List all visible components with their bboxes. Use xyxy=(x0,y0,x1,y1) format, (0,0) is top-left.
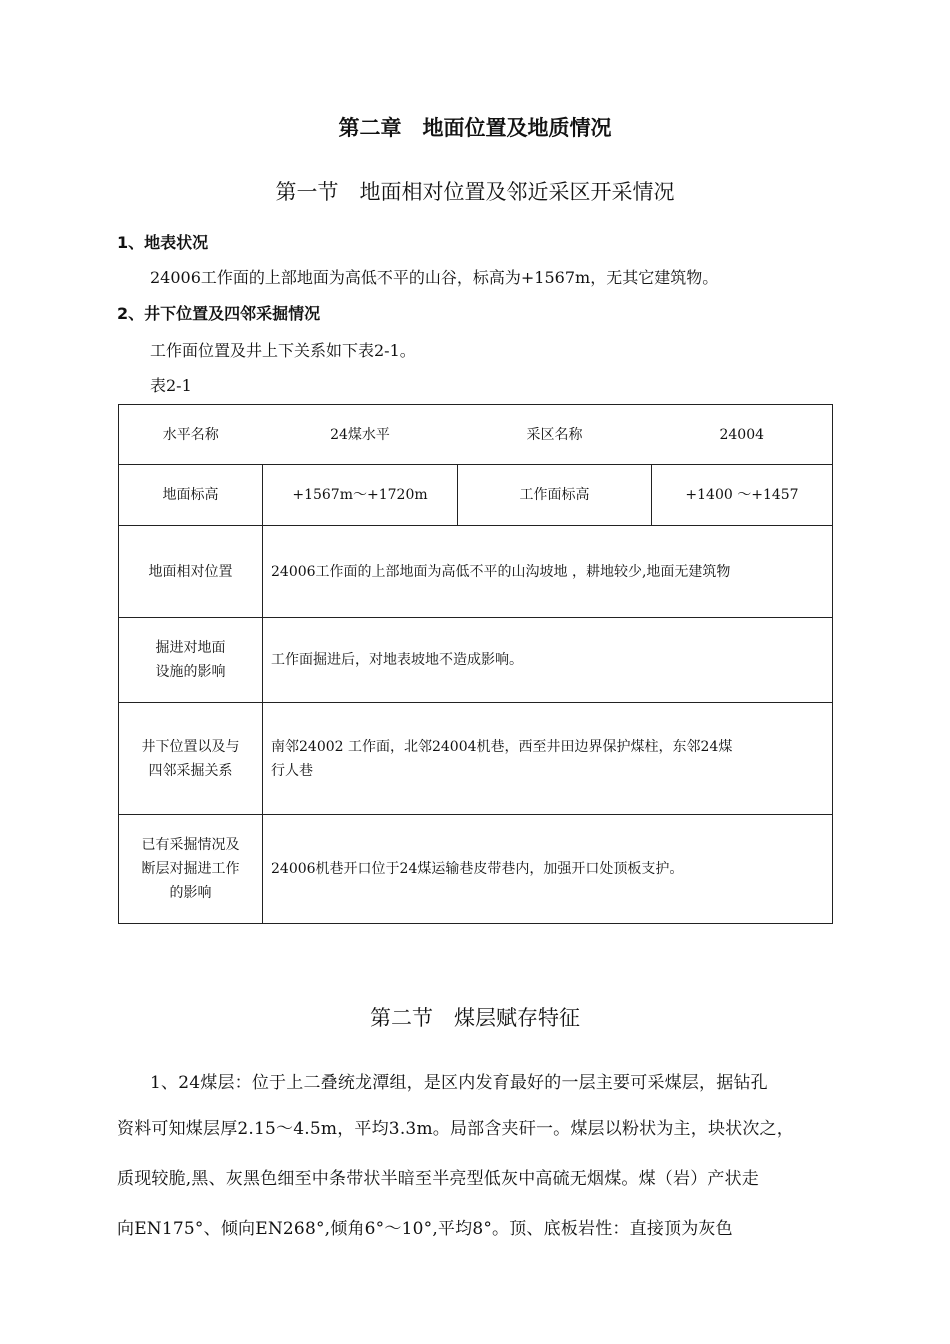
paragraph-line: 向EN175°、倾向EN268°,倾角6°～10°,平均8°。顶、底板岩性：直接顶为灰色 xyxy=(117,1219,733,1239)
paragraph-line: 资料可知煤层厚2.15～4.5m，平均3.3m。局部含夹矸一。煤层以粉状为主，块状次之， xyxy=(117,1119,794,1139)
table-row xyxy=(119,465,833,526)
table-row-label xyxy=(119,526,263,618)
table-row xyxy=(119,815,833,924)
label-line: 的影响 xyxy=(169,885,212,901)
label-line: 已有采掘情况及 xyxy=(141,837,240,853)
label-line: 掘进对地面 xyxy=(155,640,226,656)
table-cell: 地面标高 xyxy=(119,465,263,526)
position-table xyxy=(118,404,833,924)
table-cell: 24004 xyxy=(652,405,833,465)
table-cell: +1567m～+1720m xyxy=(263,465,458,526)
label-line: 四邻采掘关系 xyxy=(148,762,233,779)
table-row-value: 24006机巷开口位于24煤运输巷皮带巷内，加强开口处顶板支护。 xyxy=(263,815,833,924)
subheading-underground-position: 2、井下位置及四邻采掘情况 xyxy=(117,304,321,323)
table-cell: 24煤水平 xyxy=(263,405,458,465)
label-line: 设施的影响 xyxy=(155,664,226,680)
table-row-value: 工作面掘进后，对地表坡地不造成影响。 xyxy=(263,618,833,703)
table-row-label xyxy=(119,703,263,815)
table-caption: 表2-1 xyxy=(150,376,192,395)
table-row-label xyxy=(119,618,263,703)
chapter-title: 第二章 地面位置及地质情况 xyxy=(338,116,612,140)
table-row xyxy=(119,618,833,703)
table-row xyxy=(119,405,833,465)
table-row-value: 24006工作面的上部地面为高低不平的山沟坡地 ，耕地较少,地面无建筑物 xyxy=(263,526,833,618)
paragraph-line: 质现较脆,黑、灰黑色细至中条带状半暗至半亮型低灰中高硫无烟煤。煤（岩）产状走 xyxy=(117,1169,760,1189)
subheading-surface-condition: 1、地表状况 xyxy=(117,233,209,252)
table-cell: +1400 ～+1457 xyxy=(652,465,833,526)
underground-position-text: 工作面位置及井上下关系如下表2-1。 xyxy=(150,341,416,360)
table-row-label xyxy=(119,815,263,924)
table-cell: 工作面标高 xyxy=(458,465,652,526)
label-line: 井下位置以及与 xyxy=(141,738,240,755)
table-row xyxy=(119,526,833,618)
section-2-title: 第二节 煤层赋存特征 xyxy=(370,1006,580,1030)
table-row-value xyxy=(263,703,833,815)
table-row xyxy=(119,703,833,815)
surface-condition-text: 24006工作面的上部地面为高低不平的山谷，标高为+1567m，无其它建筑物。 xyxy=(150,268,719,287)
table-cell: 水平名称 xyxy=(119,405,263,465)
paragraph-line: 1、24煤层：位于上二叠统龙潭组，是区内发育最好的一层主要可采煤层，据钻孔 xyxy=(150,1073,768,1093)
label-line: 地面相对位置 xyxy=(148,563,233,580)
table-cell: 采区名称 xyxy=(458,405,652,465)
value-line: 南邻24002 工作面，北邻24004机巷，西至井田边界保护煤柱，东邻24煤 xyxy=(271,738,733,755)
label-line: 断层对掘进工作 xyxy=(141,861,240,877)
section-1-title: 第一节 地面相对位置及邻近采区开采情况 xyxy=(275,180,675,204)
value-line: 行人巷 xyxy=(271,762,313,779)
